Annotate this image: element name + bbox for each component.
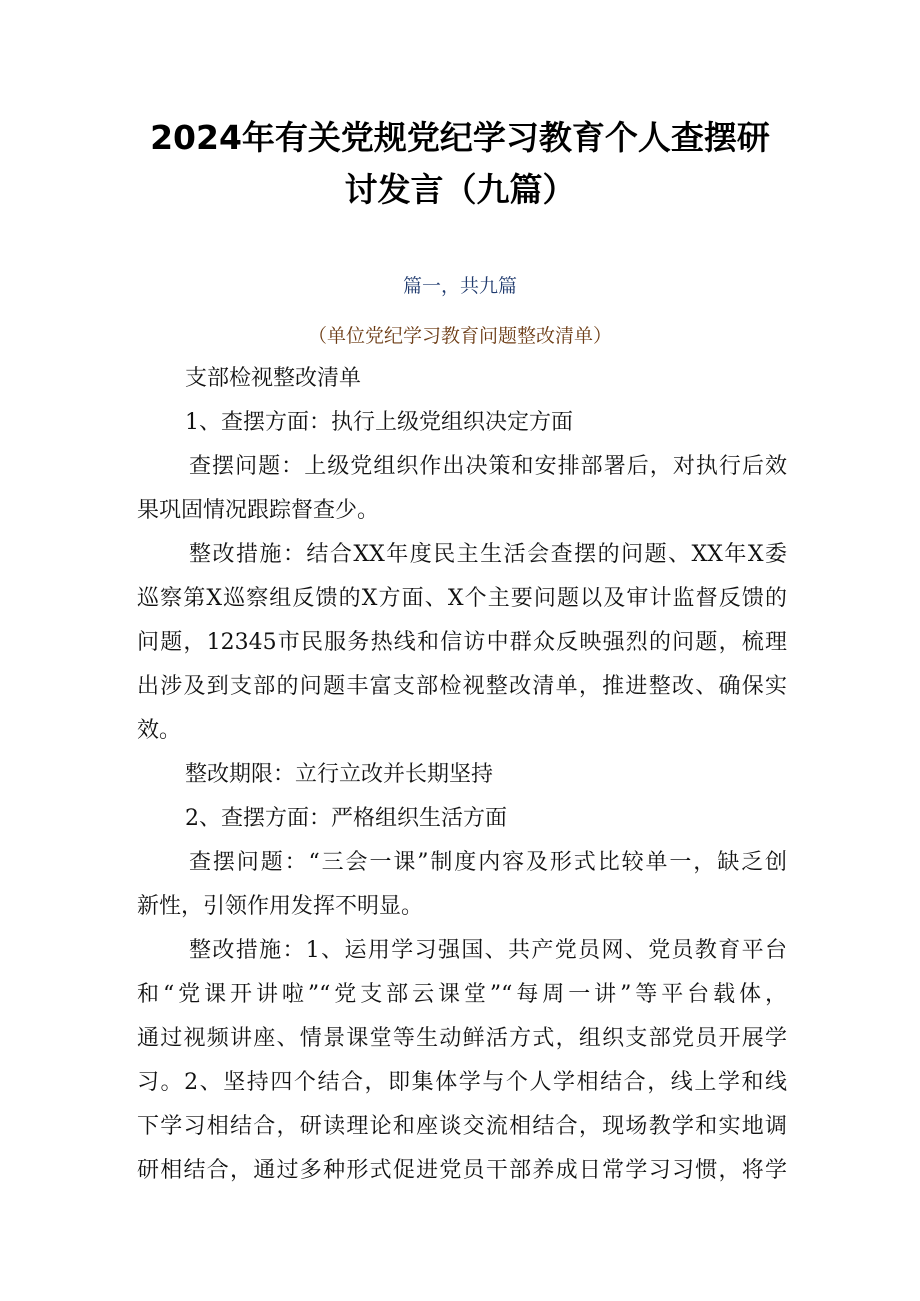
paragraph-line: 习。2、坚持四个结合，即集体学与个人学相结合，线上学和线 <box>137 1070 787 1095</box>
paragraph-line: 支部检视整改清单 <box>185 366 362 391</box>
paragraph-line: 和“党课开讲啦”“党支部云课堂”“每周一讲”等平台载体， <box>137 982 787 1007</box>
paragraph-line: 下学习相结合，研读理论和座谈交流相结合，现场教学和实地调 <box>137 1114 787 1139</box>
title-line-2: 讨发言（九篇） <box>344 170 576 209</box>
paragraph-line: 查摆问题：“三会一课”制度内容及形式比较单一，缺乏创 <box>189 850 787 875</box>
paragraph-line: 2、查摆方面：严格组织生活方面 <box>185 806 507 831</box>
document-title <box>120 112 800 216</box>
document-body <box>137 357 787 1193</box>
section-heading: 篇一，共九篇 <box>402 275 517 297</box>
paragraph-line: 整改措施：结合XX年度民主生活会查摆的问题、XX年X委 <box>189 542 787 567</box>
paragraph-line: 出涉及到支部的问题丰富支部检视整改清单，推进整改、确保实 <box>137 674 787 699</box>
section-subheading: （单位党纪学习教育问题整改清单） <box>307 325 612 347</box>
paragraph-line: 查摆问题：上级党组织作出决策和安排部署后，对执行后效 <box>189 454 787 479</box>
paragraph-line: 研相结合，通过多种形式促进党员干部养成日常学习习惯，将学 <box>137 1158 787 1183</box>
paragraph-line: 问题，12345市民服务热线和信访中群众反映强烈的问题，梳理 <box>137 630 787 655</box>
paragraph-line: 1、查摆方面：执行上级党组织决定方面 <box>185 410 573 435</box>
paragraph-line: 果巩固情况跟踪督查少。 <box>137 498 380 523</box>
title-line-1: 2024年有关党规党纪学习教育个人查摆研 <box>150 118 770 157</box>
paragraph-line: 整改期限：立行立改并长期坚持 <box>185 762 494 787</box>
paragraph-line: 通过视频讲座、情景课堂等生动鲜活方式，组织支部党员开展学 <box>137 1026 787 1051</box>
paragraph-line: 整改措施：1、运用学习强国、共产党员网、党员教育平台 <box>189 938 787 963</box>
paragraph-line: 效。 <box>137 718 182 743</box>
paragraph-line: 新性，引领作用发挥不明显。 <box>137 894 424 919</box>
paragraph-line: 巡察第X巡察组反馈的X方面、X个主要问题以及审计监督反馈的 <box>137 586 787 611</box>
